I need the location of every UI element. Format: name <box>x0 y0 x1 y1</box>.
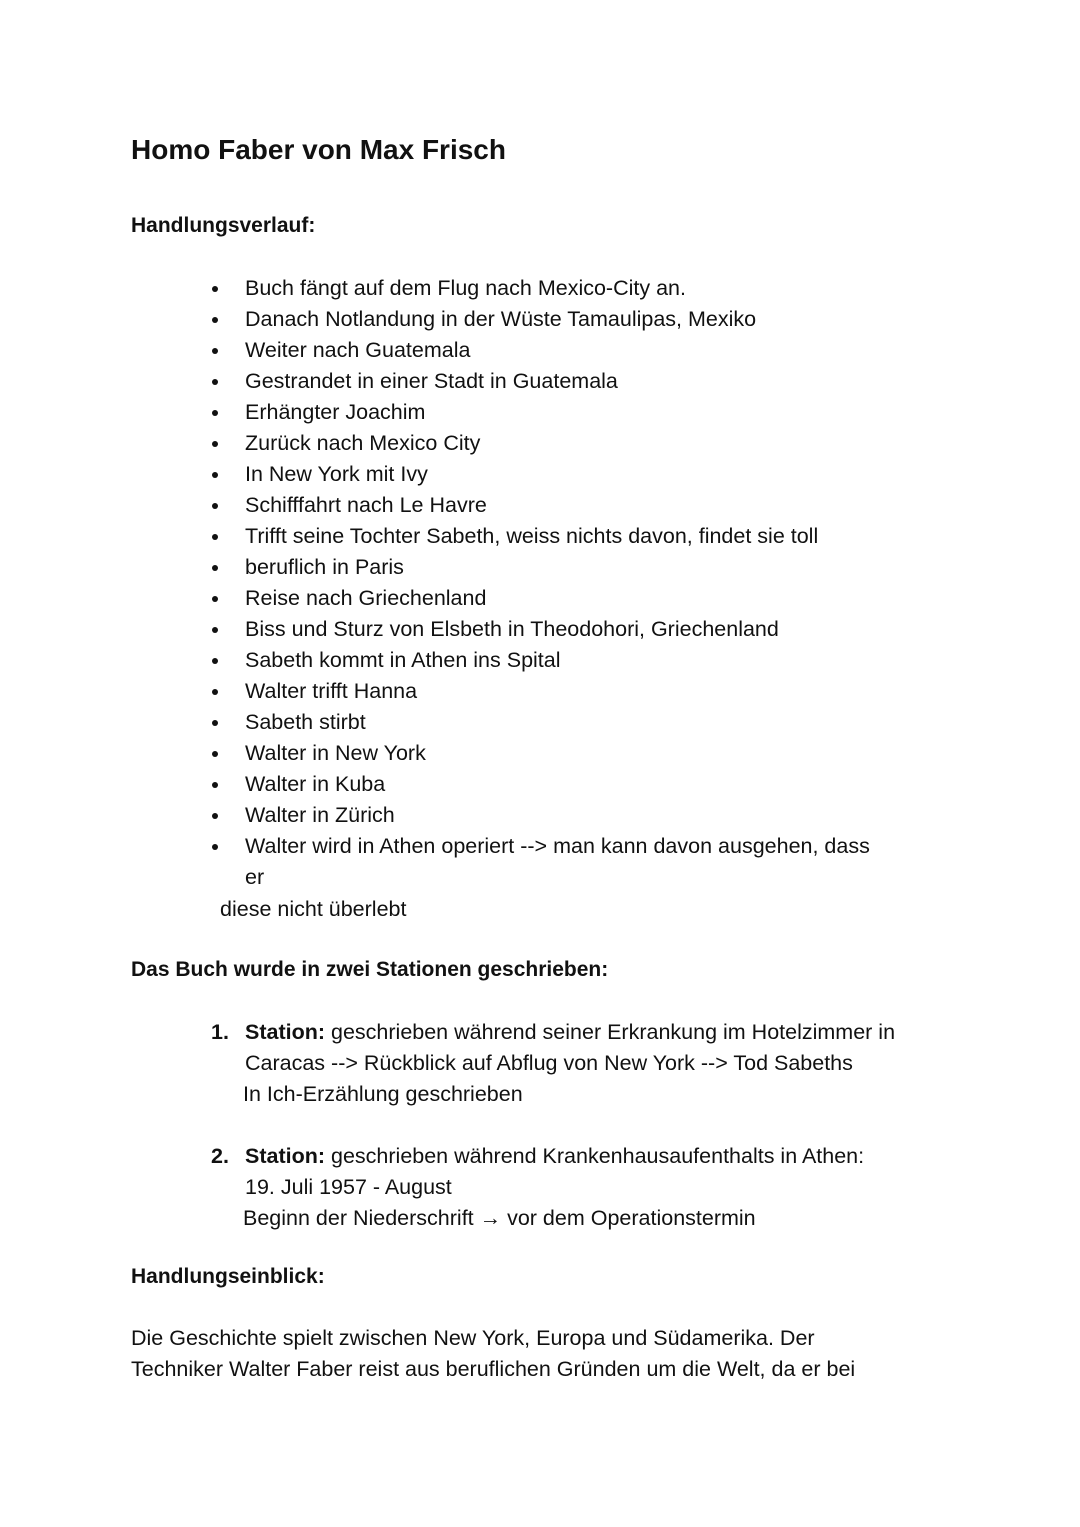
bullet-icon <box>212 751 218 757</box>
bullet-icon <box>212 689 218 695</box>
bullet-icon <box>212 844 218 850</box>
station-label: Station: <box>245 1144 326 1168</box>
bullet-icon <box>212 286 218 292</box>
bullet-icon <box>212 627 218 633</box>
heading-handlungsverlauf: Handlungsverlauf: <box>131 214 316 237</box>
list-item: Sabeth stirbt <box>205 707 870 738</box>
bullet-icon <box>212 565 218 571</box>
bullet-icon <box>212 472 218 478</box>
list-item: Biss und Sturz von Elsbeth in Theodohori, Griechenland <box>205 614 870 645</box>
bullet-icon <box>212 658 218 664</box>
list-item: Reise nach Griechenland <box>205 583 870 614</box>
list-item: Sabeth kommt in Athen ins Spital <box>205 645 870 676</box>
list-item: In New York mit Ivy <box>205 459 870 490</box>
bullet-icon <box>212 379 218 385</box>
list-item: Weiter nach Guatemala <box>205 335 870 366</box>
bullet-icon <box>212 317 218 323</box>
bullet-icon <box>212 410 218 416</box>
bullet-icon <box>212 596 218 602</box>
list-item: Erhängter Joachim <box>205 397 870 428</box>
station-2-item: 2. Station: geschrieben während Krankenhausaufenthalts in Athen: 19. Juli 1957 - August Beginn der Niederschrift → vor dem Operationstermin <box>211 1141 864 1234</box>
bullet-icon <box>212 441 218 447</box>
insight-paragraph: Die Geschichte spielt zwischen New York, Europa und Südamerika. Der Techniker Walter Faber reist aus beruflichen Gründen um die Welt, da er bei <box>131 1326 856 1381</box>
bullet-icon <box>212 720 218 726</box>
document-title: Homo Faber von Max Frisch <box>131 134 506 165</box>
list-item: Schifffahrt nach Le Havre <box>205 490 870 521</box>
station-1-item: 1. Station: geschrieben während seiner Erkrankung im Hotelzimmer in Caracas --> Rückblick auf Abflug von New York --> Tod Sabeths In Ich-Erzählung geschrieben <box>211 1017 895 1110</box>
list-item: Buch fängt auf dem Flug nach Mexico-City an. <box>205 273 870 304</box>
list-item: Gestrandet in einer Stadt in Guatemala <box>205 366 870 397</box>
bullet-icon <box>212 813 218 819</box>
list-item: Walter in Kuba <box>205 769 870 800</box>
list-item: Trifft seine Tochter Sabeth, weiss nichts davon, findet sie toll <box>205 521 870 552</box>
heading-handlungseinblick: Handlungseinblick: <box>131 1265 325 1288</box>
list-item: Walter in Zürich <box>205 800 870 831</box>
bullet-icon <box>212 534 218 540</box>
bullet-icon <box>212 503 218 509</box>
plot-bullet-list <box>205 273 870 893</box>
list-item: beruflich in Paris <box>205 552 870 583</box>
list-item: Zurück nach Mexico City <box>205 428 870 459</box>
list-item: Walter wird in Athen operiert --> man kann davon ausgehen, dass er <box>205 831 870 893</box>
station-label: Station: <box>245 1020 326 1044</box>
bullet-icon <box>212 348 218 354</box>
list-item: Walter in New York <box>205 738 870 769</box>
bullet-icon <box>212 782 218 788</box>
list-item: Walter trifft Hanna <box>205 676 870 707</box>
list-item: Danach Notlandung in der Wüste Tamaulipas, Mexiko <box>205 304 870 335</box>
heading-stationen: Das Buch wurde in zwei Stationen geschrieben: <box>131 958 609 981</box>
list-number: 2. <box>211 1144 229 1168</box>
list-number: 1. <box>211 1020 229 1044</box>
list-continuation-text: diese nicht überlebt <box>220 897 407 921</box>
